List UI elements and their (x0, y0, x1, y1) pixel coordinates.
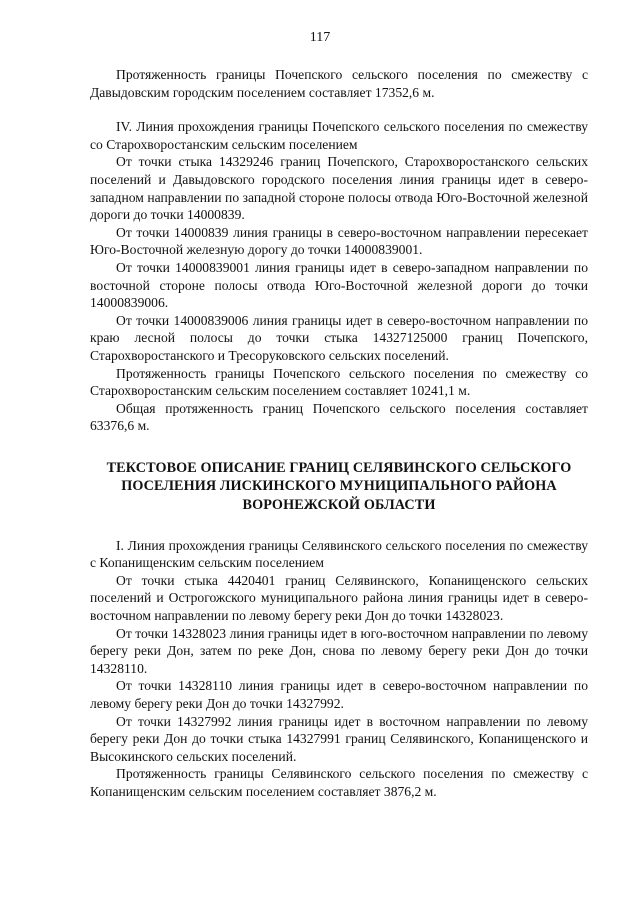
paragraph: От точки 14328023 линия границы идет в юго-восточном направлении по левому берегу реки Дон, затем по реке Дон, снова по левому берегу реки Дон до точки 14328110. (90, 625, 588, 676)
section-heading: ТЕКСТОВОЕ ОПИСАНИЕ ГРАНИЦ СЕЛЯВИНСКОГО СЕЛЬСКОГО ПОСЕЛЕНИЯ ЛИСКИНСКОГО МУНИЦИПАЛЬНОГО РАЙОНА ВОРОНЕЖСКОЙ ОБЛАСТИ (106, 459, 572, 514)
paragraph: От точки 14328110 линия границы идет в северо-восточном направлении по левому берегу реки Дон до точки 14327992. (90, 678, 588, 711)
paragraph: От точки 14000839006 линия границы идет в северо-восточном направлении по краю лесной полосы до точки стыка 14327125000 границ Почепского, Старохворостанского и Тресоруковского сельских поселений. (90, 312, 588, 363)
paragraph: От точки 14000839 линия границы в северо-восточном направлении пересекает Юго-Восточной железную дорогу до точки 14000839001. (90, 224, 588, 258)
paragraph: Протяженность границы Селявинского сельского поселения по смежеству с Копанищенским сельским поселением составляет 3876,2 м. (90, 766, 588, 799)
paragraph: Протяженность границы Почепского сельского поселения по смежеству с Давыдовским городским поселением составляет 17352,6 м. (90, 67, 588, 100)
section-title: IV. Линия прохождения границы Почепского сельского поселения по смежеству со Старохворостанским сельским поселением (90, 119, 588, 152)
paragraph: От точки 14327992 линия границы идет в восточном направлении по левому берегу реки Дон до точки стыка 14327991 границ Селявинского, Копанищенского и Высокинского сельских поселений. (90, 713, 588, 764)
document-body (90, 66, 588, 801)
section-title: I. Линия прохождения границы Селявинского сельского поселения по смежеству с Копанищенским сельским поселением (90, 537, 588, 571)
paragraph: Протяженность границы Почепского сельского поселения по смежеству со Старохворостанским сельским поселением составляет 10241,1 м. (90, 365, 588, 399)
paragraph: От точки 14000839001 линия границы идет в северо-западном направлении по восточной стороне полосы отвода Юго-Восточной железной дороги до точки 14000839006. (90, 259, 588, 311)
paragraph: Общая протяженность границ Почепского сельского поселения составляет 63376,6 м. (90, 400, 588, 434)
page-number: 117 (309, 30, 331, 45)
paragraph-spacer (90, 101, 588, 118)
paragraph: От точки стыка 14329246 границ Почепского, Старохворостанского сельских поселений и Давыдовского городского поселения линия границы идет в северо-западном направлении по западной стороне полосы отвода Юго-Восточной железной дороги до точки 14000839. (90, 154, 588, 223)
paragraph: От точки стыка 4420401 границ Селявинского, Копанищенского сельских поселений и Острогожского муниципального района линия границы идет в северо-восточном направлении по левому берегу реки Дон до точки 14328023. (90, 572, 588, 624)
